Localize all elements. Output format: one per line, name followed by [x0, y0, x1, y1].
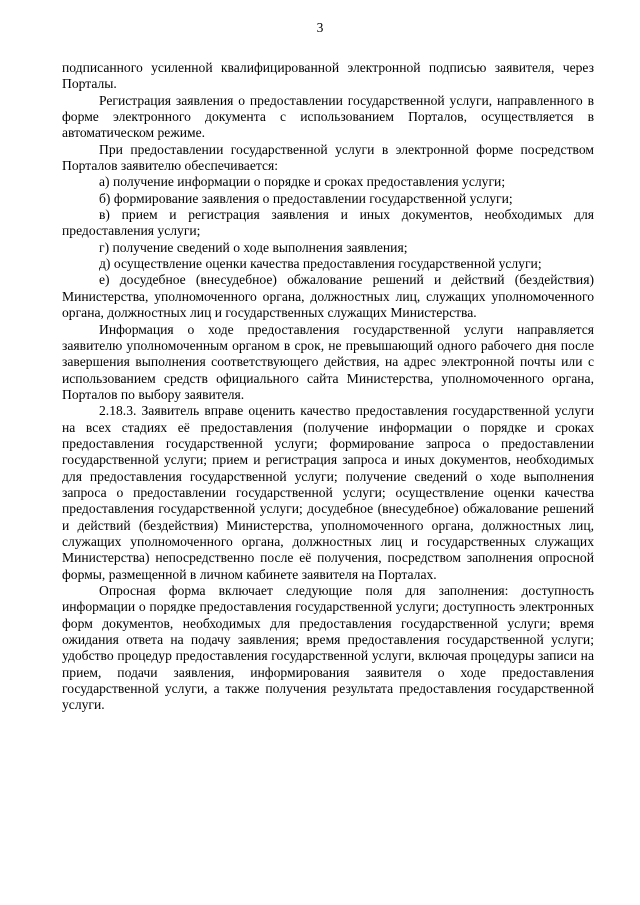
document-body	[62, 60, 594, 714]
list-item: б) формирование заявления о предоставлении государственной услуги;	[99, 190, 513, 206]
list-item: г) получение сведений о ходе выполнения заявления;	[99, 239, 408, 255]
paragraph: подписанного усиленной квалифицированной электронной подписью заявителя, через Порталы.	[62, 60, 594, 92]
list-item: д) осуществление оценки качества предоставления государственной услуги;	[99, 256, 542, 272]
paragraph: Регистрация заявления о предоставлении государственной услуги, направленного в форме электронного документа с использованием Порталов, осуществляется в автоматическом режиме.	[62, 92, 594, 141]
list-item: а) получение информации о порядке и сроках предоставления услуги;	[99, 174, 506, 190]
list-item: е) досудебное (внесудебное) обжалование решений и действий (бездействия) Министерства, уполномоченного органа, должностных лиц, служащих уполномоченного органа, должностных лиц и государственных служащих Министерства.	[62, 272, 594, 321]
list-item: в) прием и регистрация заявления и иных документов, необходимых для предоставления услуги;	[62, 207, 594, 239]
page-number: 3	[316, 20, 324, 35]
paragraph: При предоставлении государственной услуги в электронной форме посредством Порталов заявителю обеспечивается:	[62, 141, 594, 174]
paragraph: 2.18.3. Заявитель вправе оценить качество предоставления государственной услуги на всех стадиях её предоставления (получение информации о порядке и сроках предоставления государственной услуги; формирование запроса о предоставлении государственной услуги; прием и регистрация запроса и иных документов, необходимых для предоставления государственной услуги; получение сведений о ходе выполнения запроса о предоставлении государственной услуги; осуществление оценки качества предоставления государственной услуги; досудебное (внесудебное) обжалование решений и действий (бездействия) Министерства, уполномоченного органа, должностных лиц, служащих уполномоченного органа, должностных лиц и государственных служащих Министерства) непосредственно после её получения, посредством заполнения опросной формы, размещенной в личном кабинете заявителя на Порталах.	[62, 403, 594, 582]
paragraph: Опросная форма включает следующие поля для заполнения: доступность информации о порядке предоставления государственной услуги; доступность электронных форм документов, необходимых для предоставления государственной услуги; время ожидания ответа на подачу заявления; время предоставления государственной услуги; удобство процедур предоставления государственной услуги, включая процедуры записи на прием, подачи заявления, информирования заявителя о ходе предоставления государственной услуги, а также получения результата предоставления государственной услуги.	[62, 583, 594, 713]
paragraph: Информация о ходе предоставления государственной услуги направляется заявителю уполномоченным органом в срок, не превышающий одного рабочего дня после завершения выполнения соответствующего действия, на адрес электронной почты или с использованием средств официального сайта Министерства, уполномоченного органа, Порталов по выбору заявителя.	[62, 321, 594, 402]
